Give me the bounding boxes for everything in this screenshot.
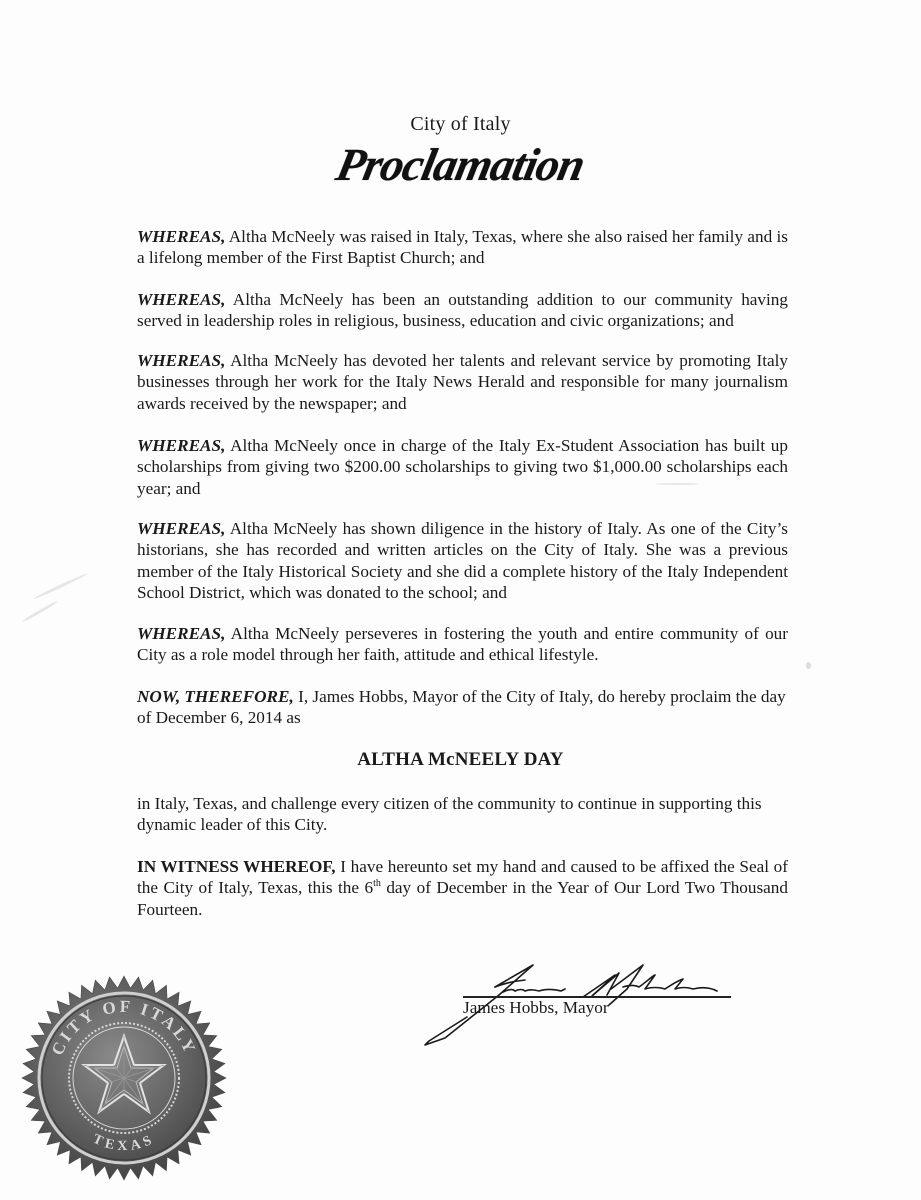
therefore-paragraph xyxy=(137,686,788,729)
city-name: City of Italy xyxy=(410,113,511,135)
therefore-lead: NOW, THEREFORE, xyxy=(137,687,294,706)
paragraph-text: Altha McNeely once in charge of the Italy Ex-Student Association has built up scholarships from giving two $200.00 scholarships to giving two $1,000.00 scholarships each year; and xyxy=(137,436,788,498)
paragraph-text: I have hereunto set my hand and caused to be affixed the Seal of the City of Italy, Texas, this the 6 xyxy=(137,857,788,898)
challenge-paragraph xyxy=(137,793,788,836)
whereas-paragraph-2 xyxy=(137,289,788,332)
scan-artifact xyxy=(806,662,811,669)
whereas-paragraph-3 xyxy=(137,350,788,414)
signatory-name: James Hobbs, Mayor xyxy=(463,998,609,1017)
proclaimed-day-heading: ALTHA McNEELY DAY xyxy=(357,749,564,770)
whereas-lead: WHEREAS, xyxy=(137,351,226,370)
paragraph-text: Altha McNeely was raised in Italy, Texas, where she also raised her family and is a lifelong member of the First Baptist Church; and xyxy=(137,227,788,268)
paragraph-text: Altha McNeely perseveres in fostering the youth and entire community of our City as a role model through her faith, attitude and ethical lifestyle. xyxy=(137,624,788,665)
witness-lead: IN WITNESS WHEREOF, xyxy=(137,857,336,876)
signature-block xyxy=(415,945,745,1055)
svg-text:TEXAS: TEXAS xyxy=(90,1131,158,1155)
scan-artifact xyxy=(32,572,88,600)
paragraph-text: I, James Hobbs, Mayor of the City of Italy, do hereby proclaim the day of December 6, 2014 as xyxy=(137,687,786,728)
whereas-lead: WHEREAS, xyxy=(137,227,226,246)
scan-artifact xyxy=(22,600,58,623)
whereas-lead: WHEREAS, xyxy=(137,519,226,538)
whereas-paragraph-4 xyxy=(137,435,788,499)
paragraph-text: in Italy, Texas, and challenge every citizen of the community to continue in supporting this dynamic leader of this City. xyxy=(137,794,762,835)
paragraph-text: day of December in the Year of Our Lord Two Thousand Fourteen. xyxy=(137,878,788,919)
city-seal-icon xyxy=(14,968,234,1188)
document-title: Proclamation xyxy=(332,139,589,190)
ordinal-suffix: th xyxy=(373,877,381,889)
whereas-lead: WHEREAS, xyxy=(137,624,226,643)
whereas-lead: WHEREAS, xyxy=(137,436,226,455)
witness-paragraph xyxy=(137,856,788,920)
whereas-lead: WHEREAS, xyxy=(137,290,226,309)
whereas-paragraph-5 xyxy=(137,518,788,603)
paragraph-text: Altha McNeely has been an outstanding addition to our community having served in leadership roles in religious, business, education and civic organizations; and xyxy=(137,290,788,331)
svg-text:CITY OF ITALY: CITY OF ITALY xyxy=(47,996,201,1059)
whereas-paragraph-6 xyxy=(137,623,788,666)
paragraph-text: Altha McNeely has devoted her talents and relevant service by promoting Italy businesses through her work for the Italy News Herald and responsible for many journalism awards received by the newspaper; and xyxy=(137,351,788,413)
whereas-paragraph-1 xyxy=(137,226,788,269)
paragraph-text: Altha McNeely has shown diligence in the history of Italy. As one of the City’s historians, she has recorded and written articles on the City of Italy. She was a previous member of the Italy Historical Society and she did a complete history of the Italy Independent School District, which was donated to the school; and xyxy=(137,519,788,602)
